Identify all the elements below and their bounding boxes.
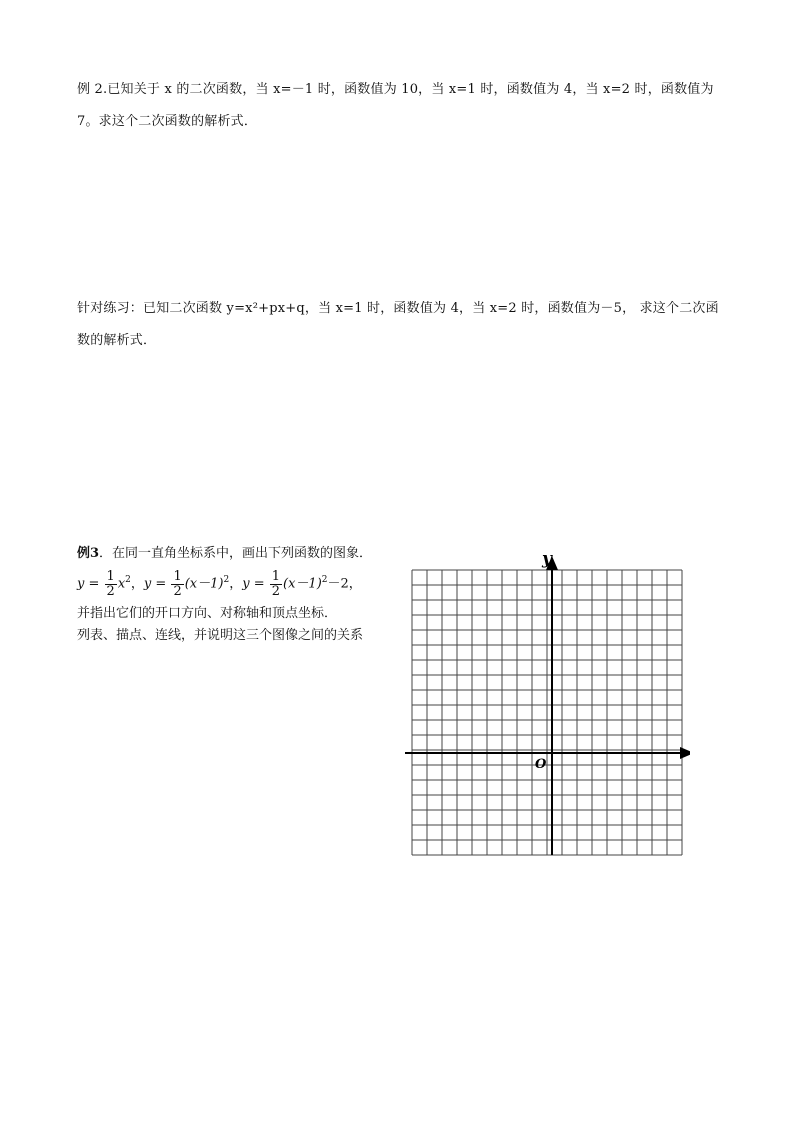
example-3-line-3: 并指出它们的开口方向、对称轴和顶点坐标．: [77, 606, 338, 621]
example-3-intro: [77, 543, 397, 565]
y-axis-label: y: [542, 549, 552, 569]
function-1: y = $\frac{1}{2}$ $x^2$，: [77, 568, 144, 599]
example-2: [77, 74, 727, 138]
grid-lines: [412, 570, 682, 855]
example-3: [77, 543, 397, 647]
function-3: y = $\frac{1}{2}$ $(x-1)^2-2$，: [242, 568, 362, 599]
practice-line-2: 数的解析式．: [77, 333, 157, 348]
function-2: y = $\frac{1}{2}$ $(x-1)^2$，: [143, 568, 243, 599]
origin-label: O: [535, 757, 547, 772]
example-2-line-2: 7。求这个二次函数的解析式．: [77, 114, 258, 129]
example-3-line-4: 列表、描点、连线，并说明这三个图像之间的关系: [77, 628, 364, 643]
example-3-intro-text: ．在同一直角坐标系中，画出下列函数的图象．: [99, 546, 373, 561]
fraction: $\frac{1}{2}$: [271, 568, 281, 599]
fraction: $\frac{1}{2}$: [173, 568, 182, 599]
example-3-label: 例3: [77, 546, 100, 561]
fraction: $\frac{1}{2}$: [106, 568, 115, 599]
coordinate-grid: [405, 548, 690, 858]
practice-problem: [77, 293, 727, 357]
x-axis-arrow-icon: [680, 747, 690, 759]
example-2-line-1: 例 2.已知关于 x 的二次函数，当 x=－1 时，函数值为 10，当 x=1 时，函数值为 4，当 x=2 时，函数值为: [77, 82, 714, 97]
function-list: [77, 565, 397, 603]
practice-line-1: 针对练习：已知二次函数 y=x²+px+q，当 x=1 时，函数值为 4，当 x=2 时，函数值为－5， 求这个二次函: [77, 301, 719, 316]
